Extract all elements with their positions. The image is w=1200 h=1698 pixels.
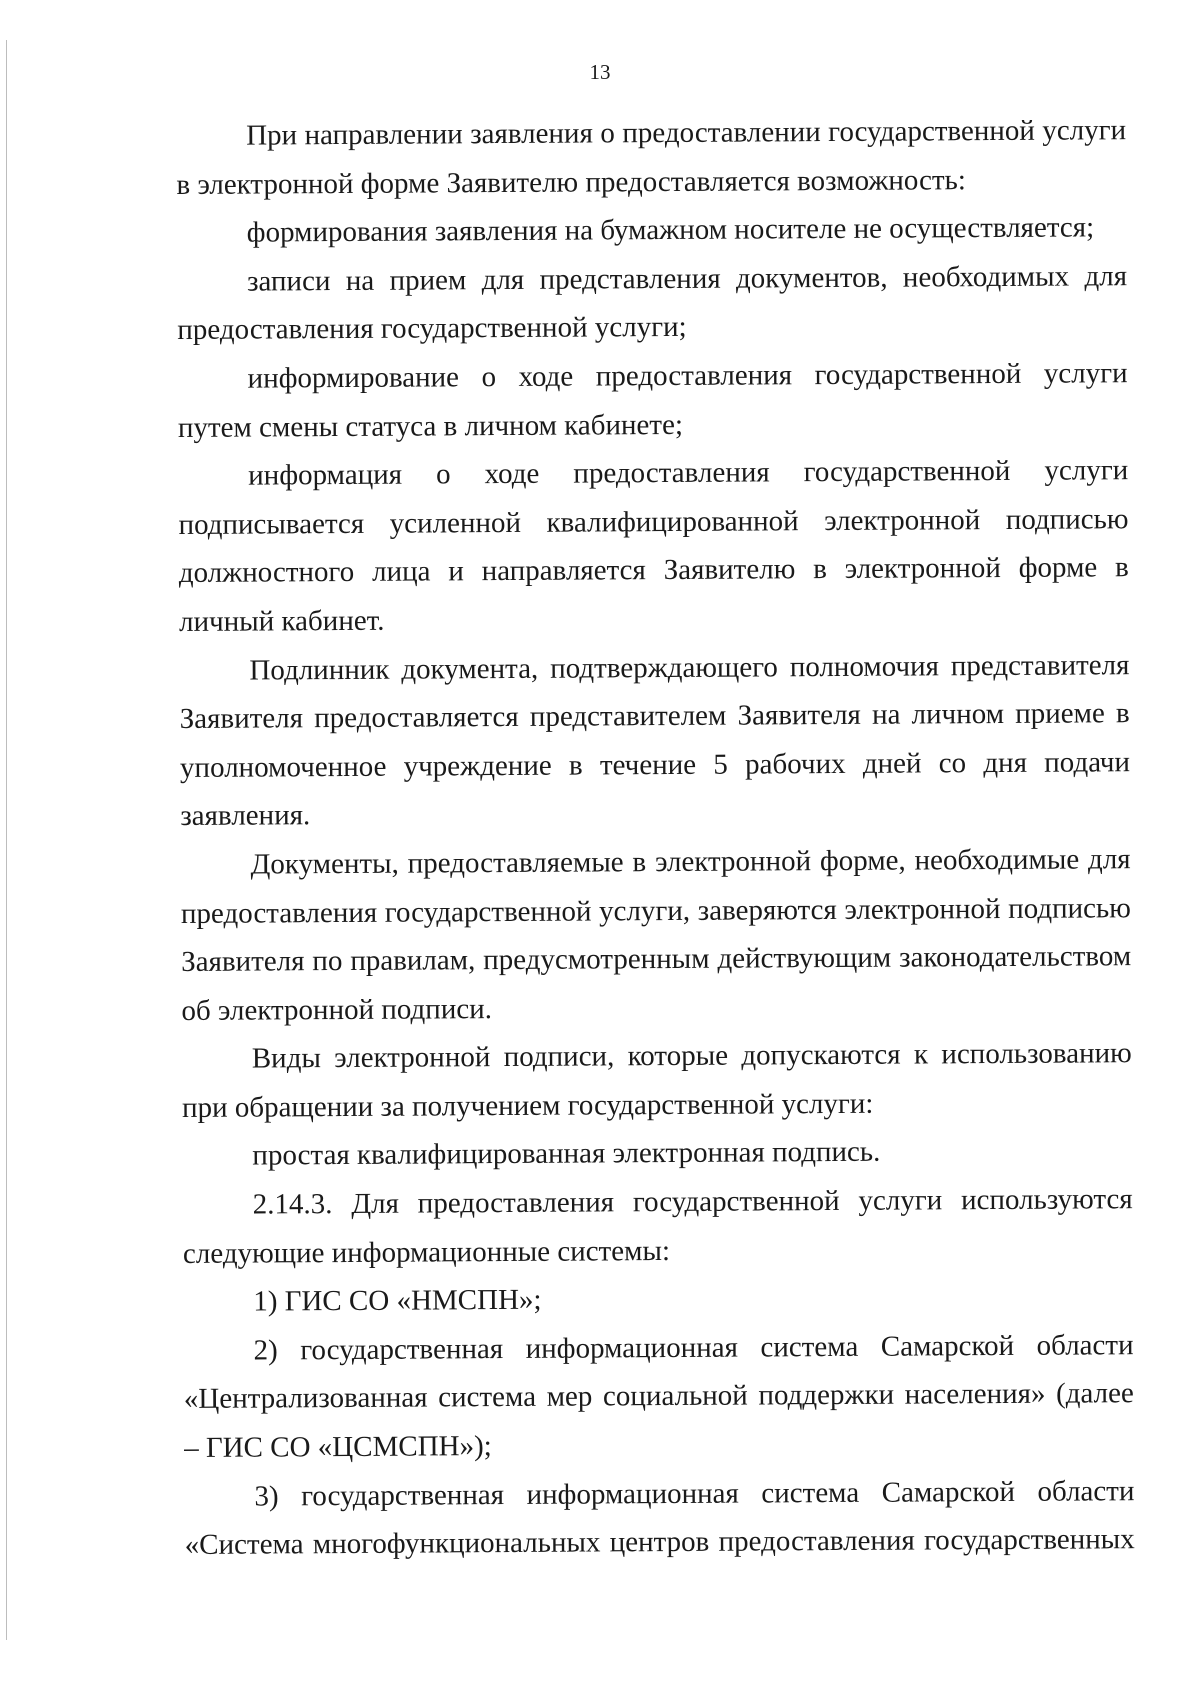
document-body bbox=[176, 106, 1135, 1570]
paragraph: информация о ходе предоставления государственной услуги подписывается усиленной квалифицированной электронной подписью должностного лица и направляется Заявителю в электронной форме в личный кабинет. bbox=[178, 454, 1129, 638]
paragraph: 2.14.3. Для предоставления государственной услуги используются следующие информационные системы: bbox=[182, 1183, 1133, 1270]
paragraph: 1) ГИС СО «НМСПН»; bbox=[253, 1284, 542, 1318]
paragraph: При направлении заявления о предоставлении государственной услуги в электронной форме Заявителю предоставляется возможность: bbox=[176, 114, 1127, 201]
paragraph: Виды электронной подписи, которые допускаются к использованию при обращении за получением государственной услуги: bbox=[181, 1037, 1132, 1124]
page-number: 13 bbox=[589, 60, 611, 84]
scan-left-edge bbox=[6, 40, 7, 1640]
paragraph: 2) государственная информационная система Самарской области «Централизованная система мер социальной поддержки населения» (далее – ГИС СО «ЦСМСПН»); bbox=[183, 1329, 1134, 1465]
paragraph: Документы, предоставляемые в электронной форме, необходимые для предоставления государственной услуги, заверяются электронной подписью Заявителя по правилам, предусмотренным действующим законодательством об электронной подписи. bbox=[180, 843, 1132, 1027]
paragraph: простая квалифицированная электронная подпись. bbox=[252, 1136, 881, 1173]
paragraph: информирование о ходе предоставления государственной услуги путем смены статуса в личном кабинете; bbox=[177, 357, 1128, 444]
paragraph: записи на прием для представления документов, необходимых для предоставления государственной услуги; bbox=[177, 259, 1128, 347]
paragraph: формирования заявления на бумажном носителе не осуществляется; bbox=[246, 211, 1095, 249]
paragraph: 3) государственная информационная система Самарской области «Система многофункциональных центров предоставления государственных bbox=[184, 1474, 1135, 1562]
paragraph: Подлинник документа, подтверждающего полномочия представителя Заявителя предоставляется представителем Заявителя на личном приеме в уполномоченное учреждение в течение 5 рабочих дней со дня подачи заявления. bbox=[179, 648, 1131, 833]
